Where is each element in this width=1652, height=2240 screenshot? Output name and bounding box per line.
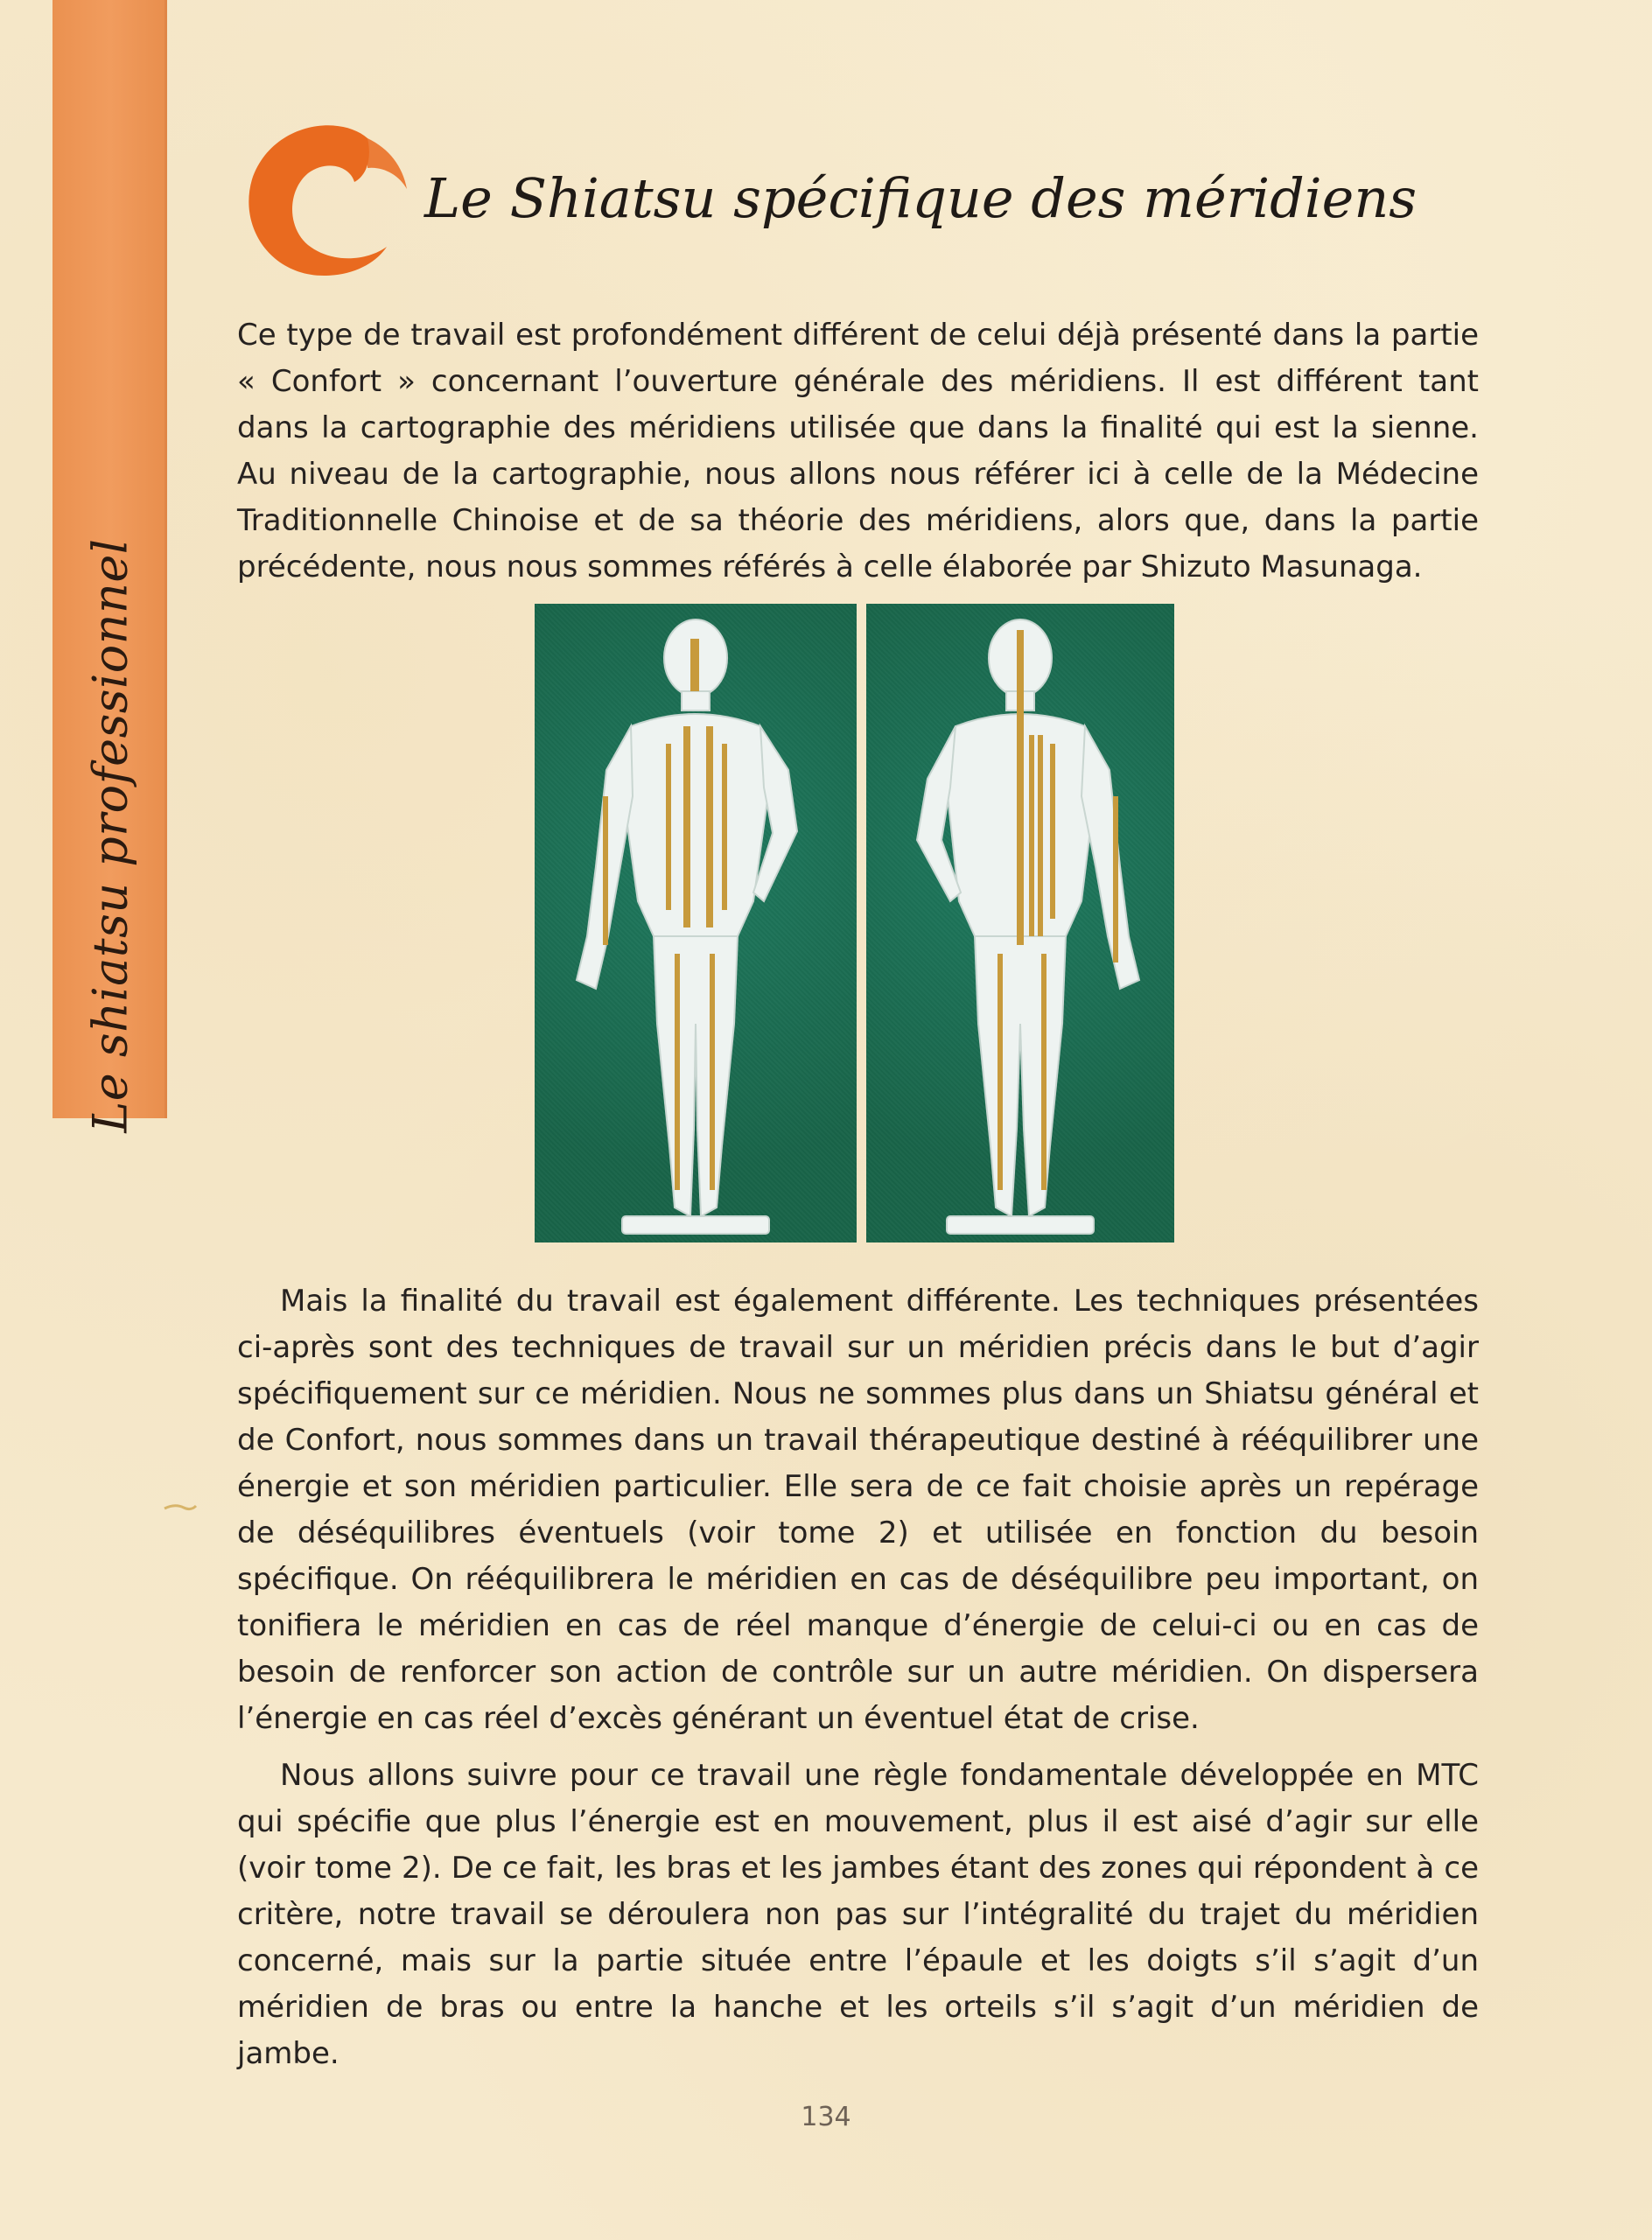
paragraph-finalite: Mais la finalité du travail est également différente. Les techniques présentées ci-après sont des techniques de travail sur un méridien précis dans le but d’agir spécifiquement sur ce méridien. Nous ne sommes plus dans un Shiatsu général et de Confort, nous sommes dans un travail thérapeutique destiné à rééquilibrer une énergie et son méridien particulier. Elle sera de ce fait choisie après un repérage de déséquilibres éventuels (voir tome 2) et utilisée en fonction du besoin spécifique. On rééquilibrera le méridien en cas de déséquilibre peu important, on tonifiera le méridien en cas de réel manque d’énergie de celui-ci ou en cas de besoin de renforcer son action de contrôle sur un autre méridien. On dispersera l’énergie en cas réel d’excès générant un éventuel état de crise.: [237, 1284, 1479, 1736]
paragraph-regle-fondamentale: Nous allons suivre pour ce travail une règle fondamentale développée en MTC qui spécifie que plus l’énergie est en mouvement, plus il est aisé d’agir sur elle (voir tome 2). De ce fait, les bras et les jambes étant des zones qui répondent à ce critère, notre travail se déroulera non pas sur l’intégralité du trajet du méridien concerné, mais sur la partie située entre l’épaule et les doigts s’il s’agit d’un méridien de bras ou entre la hanche et les orteils s’il s’agit d’un méridien de jambe.: [237, 1758, 1479, 2071]
section-header: [236, 105, 1461, 289]
human-figure-front-icon: [535, 604, 857, 1242]
chapter-side-tab-label-wrap: [52, 0, 167, 1133]
acupuncture-model-front-photo: [535, 604, 857, 1242]
enso-brush-circle-icon: [236, 105, 420, 289]
decorative-ink-mark-icon: [163, 1502, 198, 1514]
section-title: Le Shiatsu spécifique des méridiens: [424, 166, 1418, 230]
acupuncture-model-back-photo: [866, 604, 1174, 1242]
paragraph-intro: Ce type de travail est profondément différent de celui déjà présenté dans la partie « Confort » concernant l’ouverture générale des méridiens. Il est différent tant dans la cartographie des méridiens utilisée que dans la finalité qui est la sienne. Au niveau de la cartographie, nous allons nous référer ici à celle de la Médecine Traditionnelle Chinoise et de sa théorie des méridiens, alors que, dans la partie précédente, nous nous sommes référés à celle élaborée par Shizuto Masunaga.: [237, 318, 1479, 584]
page-number: 134: [801, 2102, 851, 2132]
human-figure-back-icon: [866, 604, 1174, 1242]
chapter-side-tab-label: Le shiatsu professionnel: [82, 538, 137, 1133]
